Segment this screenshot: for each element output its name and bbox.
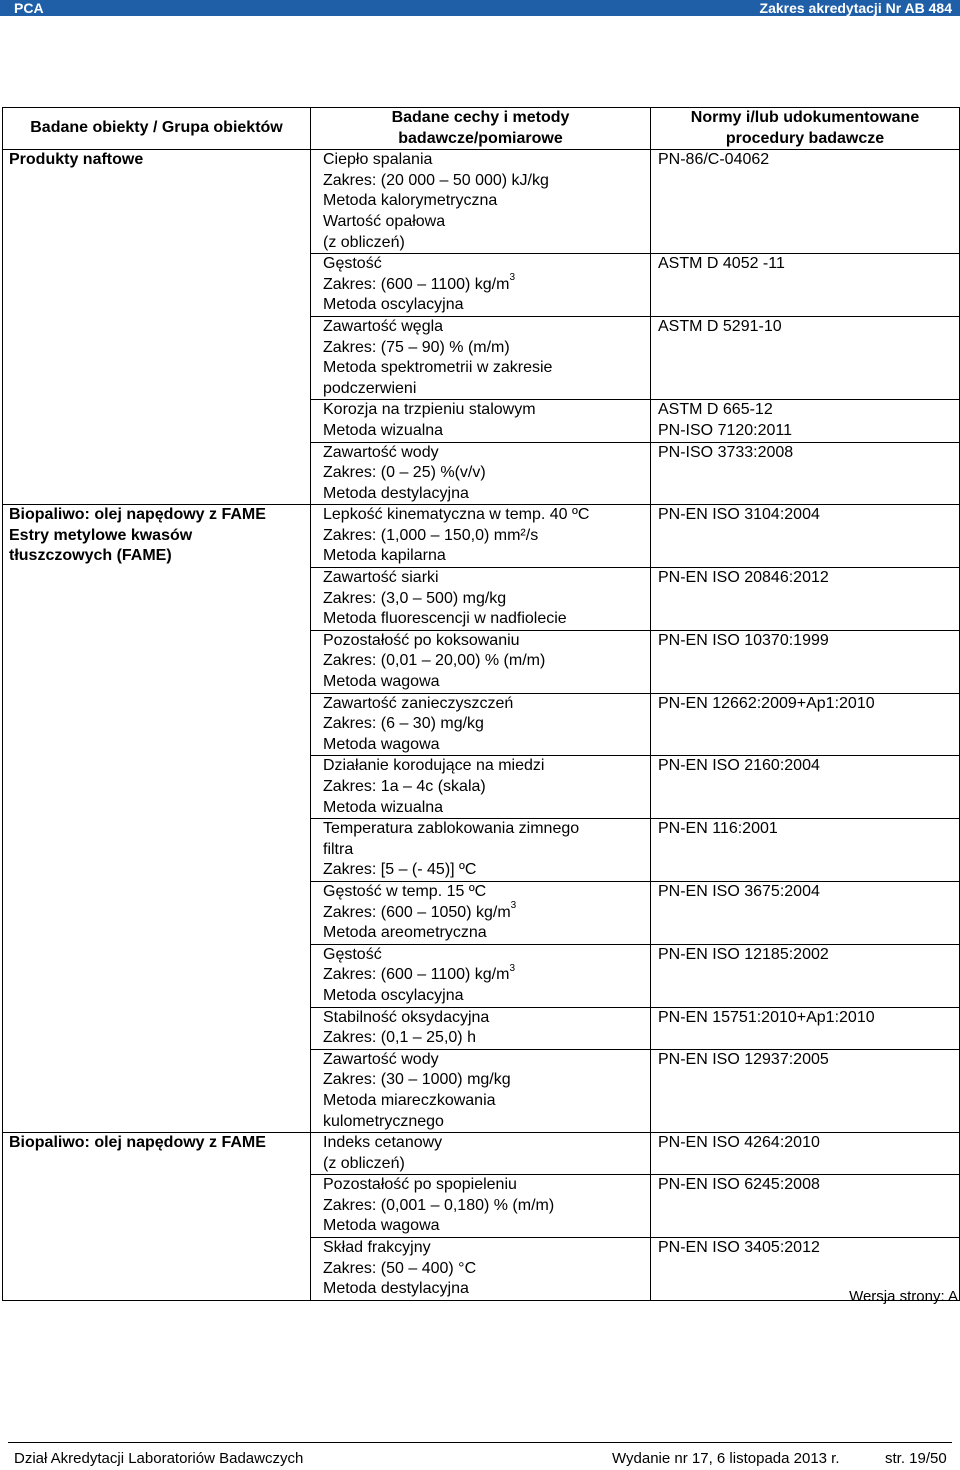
norm-line: PN-ISO 7120:2011 (658, 421, 793, 439)
feature-cell (311, 316, 651, 399)
table-header-row (3, 108, 960, 150)
feature-line: Pozostałość po spopieleniu (323, 1176, 517, 1194)
feature-line: Zakres: (75 – 90) % (m/m) (323, 338, 510, 356)
feature-line: Wartość opałowa (323, 212, 446, 230)
feature-line: Metoda wagowa (323, 1217, 440, 1235)
footer-divider (8, 1442, 952, 1443)
feature-cell (311, 881, 651, 944)
norm-line: PN-EN ISO 3675:2004 (658, 882, 820, 900)
feature-line: Zakres: (0,001 – 0,180) % (m/m) (323, 1196, 555, 1214)
norm-cell (651, 881, 960, 944)
norm-cell (651, 150, 960, 254)
object-group-line: Estry metylowe kwasów (9, 526, 193, 544)
feature-cell (311, 944, 651, 1007)
table-row (3, 1133, 960, 1175)
norm-line: ASTM D 4052 -11 (658, 255, 785, 273)
object-group-line: tłuszczowych (FAME) (9, 547, 172, 565)
feature-line: Zakres: (30 – 1000) mg/kg (323, 1071, 511, 1089)
feature-line: Metoda destylacyjna (323, 484, 469, 502)
norm-cell (651, 1175, 960, 1238)
feature-line: podczerwieni (323, 379, 417, 397)
object-group-line: Biopaliwo: olej napędowy z FAME (9, 506, 266, 524)
feature-line: Zakres: (20 000 – 50 000) kJ/kg (323, 171, 549, 189)
feature-line: Metoda areometryczna (323, 924, 487, 942)
object-group-cell (3, 505, 311, 1133)
feature-line: Metoda wizualna (323, 421, 444, 439)
feature-line: Działanie korodujące na miedzi (323, 757, 545, 775)
feature-line: Gęstość w temp. 15 ºC (323, 882, 487, 900)
feature-line: Gęstość (323, 255, 382, 273)
norm-line: PN-EN 12662:2009+Ap1:2010 (658, 694, 875, 712)
norm-cell (651, 1133, 960, 1175)
feature-line: Metoda wagowa (323, 735, 440, 753)
norm-cell (651, 693, 960, 756)
norm-line: PN-86/C-04062 (658, 151, 770, 169)
accreditation-scope-table (2, 107, 960, 1301)
feature-line: Temperatura zablokowania zimnego (323, 820, 580, 838)
norm-line: PN-EN ISO 12185:2002 (658, 945, 829, 963)
feature-cell (311, 1007, 651, 1049)
feature-line: filtra (323, 840, 354, 858)
feature-line: Zawartość wody (323, 443, 439, 461)
feature-cell (311, 693, 651, 756)
feature-line: Zawartość wody (323, 1050, 439, 1068)
norm-line: ASTM D 5291-10 (658, 317, 782, 335)
norm-cell (651, 756, 960, 819)
feature-line: Metoda kapilarna (323, 547, 446, 565)
feature-line: kulometrycznego (323, 1112, 444, 1130)
feature-cell (311, 819, 651, 882)
feature-line: Metoda wagowa (323, 673, 440, 691)
feature-line: Zakres: (0,1 – 25,0) h (323, 1029, 476, 1047)
feature-line: Metoda fluorescencji w nadfiolecie (323, 610, 567, 628)
object-group-cell (3, 150, 311, 505)
object-group-line: Produkty naftowe (9, 151, 144, 169)
norm-line: PN-EN ISO 12937:2005 (658, 1050, 829, 1068)
feature-line: Zakres: (0 – 25) %(v/v) (323, 464, 486, 482)
norm-line: PN-ISO 3733:2008 (658, 443, 794, 461)
feature-line: Zakres: (3,0 – 500) mg/kg (323, 589, 507, 607)
norm-line: PN-EN ISO 3104:2004 (658, 506, 820, 524)
table-row (3, 505, 960, 568)
feature-line: Metoda wizualna (323, 798, 444, 816)
feature-line: Zakres: (6 – 30) mg/kg (323, 715, 484, 733)
column-header-objects: Badane obiekty / Grupa obiektów (3, 108, 311, 150)
feature-line: Ciepło spalania (323, 151, 433, 169)
norm-line: PN-EN ISO 20846:2012 (658, 569, 829, 587)
feature-line: Zakres: [5 – (- 45)] ºC (323, 861, 477, 879)
feature-line: Metoda miareczkowania (323, 1091, 496, 1109)
feature-line: Zakres: (600 – 1100) $kg/m^3$ (323, 272, 516, 293)
feature-line: Lepkość kinematyczna w temp. 40 ºC (323, 506, 590, 524)
footer-page-number: str. 19/50 (885, 1450, 947, 1467)
norm-cell (651, 568, 960, 631)
norm-cell (651, 819, 960, 882)
feature-cell (311, 505, 651, 568)
feature-cell (311, 756, 651, 819)
norm-line: PN-EN ISO 2160:2004 (658, 757, 820, 775)
norm-cell (651, 1049, 960, 1132)
norm-cell (651, 944, 960, 1007)
norm-cell (651, 1007, 960, 1049)
feature-line: Zawartość węgla (323, 317, 444, 335)
norm-cell (651, 442, 960, 505)
table-row (3, 150, 960, 254)
feature-cell (311, 1049, 651, 1132)
feature-line: Korozja na trzpieniu stalowym (323, 401, 536, 419)
feature-cell (311, 1175, 651, 1238)
norm-cell (651, 400, 960, 442)
document-header-bar (0, 0, 960, 16)
feature-line: Zakres: (1,000 – 150,0) mm²/s (323, 526, 539, 544)
feature-cell (311, 254, 651, 317)
norm-line: PN-EN ISO 10370:1999 (658, 631, 829, 649)
norm-line: PN-EN 15751:2010+Ap1:2010 (658, 1008, 875, 1026)
object-group-line: Biopaliwo: olej napędowy z FAME (9, 1134, 266, 1152)
norm-cell (651, 316, 960, 399)
feature-line: Metoda spektrometrii w zakresie (323, 359, 553, 377)
feature-cell (311, 442, 651, 505)
feature-line: Zakres: (50 – 400) °C (323, 1259, 477, 1277)
norm-line: PN-EN ISO 4264:2010 (658, 1134, 820, 1152)
feature-line: Pozostałość po koksowaniu (323, 631, 520, 649)
column-header-norms: Normy i/lub udokumentowane procedury badawcze (651, 108, 960, 150)
footer-edition: Wydanie nr 17, 6 listopada 2013 r. (612, 1450, 840, 1467)
feature-line: Metoda oscylacyjna (323, 296, 464, 314)
header-organization: PCA (14, 0, 44, 16)
feature-cell (311, 1133, 651, 1175)
norm-line: PN-EN 116:2001 (658, 820, 778, 838)
feature-cell (311, 1238, 651, 1301)
feature-line: Skład frakcyjny (323, 1239, 431, 1257)
feature-cell (311, 630, 651, 693)
feature-cell (311, 568, 651, 631)
feature-cell (311, 400, 651, 442)
page-version: Wersja strony: A (849, 1288, 958, 1305)
norm-cell (651, 254, 960, 317)
feature-line: Zakres: (600 – 1100) $kg/m^3$ (323, 963, 516, 984)
feature-line: Metoda kalorymetryczna (323, 192, 498, 210)
feature-line: Zawartość siarki (323, 569, 439, 587)
norm-line: PN-EN ISO 3405:2012 (658, 1239, 820, 1257)
feature-line: Indeks cetanowy (323, 1134, 443, 1152)
feature-line: Zakres: (0,01 – 20,00) % (m/m) (323, 652, 546, 670)
feature-cell (311, 150, 651, 254)
feature-line: Zakres: 1a – 4c (skala) (323, 778, 486, 795)
feature-line: Stabilność oksydacyjna (323, 1008, 490, 1026)
feature-line: Metoda oscylacyjna (323, 986, 464, 1004)
footer-department: Dział Akredytacji Laboratoriów Badawczych (14, 1450, 304, 1467)
norm-cell (651, 630, 960, 693)
norm-line: ASTM D 665-12 (658, 401, 773, 419)
object-group-cell (3, 1133, 311, 1301)
column-header-features: Badane cechy i metody badawcze/pomiarowe (311, 108, 651, 150)
feature-line: (z obliczeń) (323, 1154, 405, 1172)
norm-line: PN-EN ISO 6245:2008 (658, 1176, 820, 1194)
norm-cell (651, 505, 960, 568)
feature-line: Zakres: (600 – 1050) $kg/m^3$ (323, 900, 517, 921)
feature-line: Gęstość (323, 945, 382, 963)
feature-line: Zawartość zanieczyszczeń (323, 694, 514, 712)
feature-line: Metoda destylacyjna (323, 1280, 469, 1298)
header-accreditation-scope: Zakres akredytacji Nr AB 484 (759, 0, 952, 16)
feature-line: (z obliczeń) (323, 233, 405, 251)
